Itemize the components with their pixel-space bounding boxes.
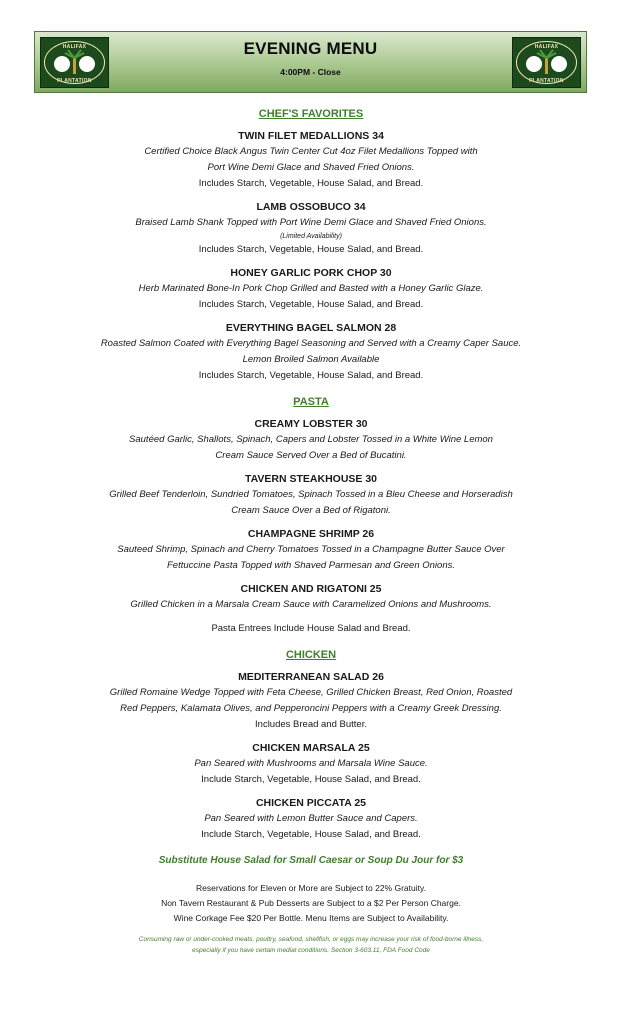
logo-text-top: HALIFAX <box>534 44 559 50</box>
item-includes: Includes Starch, Vegetable, House Salad, and Bread. <box>198 244 424 255</box>
policy-line: Reservations for Eleven or More are Subject to 22% Gratuity. <box>196 883 426 893</box>
item-title: CHAMPAGNE SHRIMP 26 <box>247 528 375 540</box>
menu-item-lamb-ossobuco <box>0 199 622 258</box>
logo-text-bottom: PLANTATION <box>529 78 564 84</box>
menu-title: EVENING MENU <box>243 39 378 58</box>
menu-content <box>0 106 622 956</box>
item-title: HONEY GARLIC PORK CHOP 30 <box>230 267 392 279</box>
item-title: TWIN FILET MEDALLIONS 34 <box>238 130 384 142</box>
menu-item-mediterranean-salad <box>0 669 622 733</box>
item-title: CHICKEN PICCATA 25 <box>255 797 367 809</box>
item-description: Grilled Romaine Wedge Topped with Feta Cheese, Grilled Chicken Breast, Red Onion, Roasted <box>109 687 513 698</box>
item-description: Pan Seared with Lemon Butter Sauce and Capers. <box>204 813 418 824</box>
menu-item-twin-filet <box>0 128 622 192</box>
pasta-includes-note: Pasta Entrees Include House Salad and Bread. <box>211 623 411 634</box>
item-description: Cream Sauce Served Over a Bed of Bucatini. <box>215 450 407 461</box>
item-description: Roasted Salmon Coated with Everything Bagel Seasoning and Served with a Creamy Caper Sauce. <box>100 338 522 349</box>
item-description: Pan Seared with Mushrooms and Marsala Wine Sauce. <box>194 758 428 769</box>
menu-item-pork-chop <box>0 265 622 313</box>
menu-header <box>34 31 587 93</box>
item-title: MEDITERRANEAN SALAD 26 <box>238 671 384 683</box>
item-title: CHICKEN MARSALA 25 <box>252 742 370 754</box>
policy-line: Wine Corkage Fee $20 Per Bottle. Menu Items are Subject to Availability. <box>173 913 449 923</box>
item-description: Sautéed Garlic, Shallots, Spinach, Capers and Lobster Tossed in a White Wine Lemon <box>129 434 493 445</box>
menu-item-tavern-steakhouse <box>0 471 622 519</box>
food-safety-disclaimer <box>0 934 622 956</box>
menu-item-champagne-shrimp <box>0 526 622 574</box>
item-title: TAVERN STEAKHOUSE 30 <box>244 473 378 485</box>
item-includes: Includes Starch, Vegetable, House Salad, and Bread. <box>198 299 424 310</box>
item-description: Sauteed Shrimp, Spinach and Cherry Tomatoes Tossed in a Champagne Butter Sauce Over <box>117 544 505 555</box>
item-description: Grilled Chicken in a Marsala Cream Sauce with Caramelized Onions and Mushrooms. <box>130 599 492 610</box>
item-title: CREAMY LOBSTER 30 <box>254 418 368 430</box>
item-includes: Includes Bread and Butter. <box>255 719 367 730</box>
section-heading-chefs-favorites: CHEF'S FAVORITES <box>258 108 364 120</box>
item-title: CHICKEN AND RIGATONI 25 <box>240 583 382 595</box>
menu-item-chicken-piccata <box>0 795 622 843</box>
halifax-plantation-logo-right <box>512 37 581 88</box>
item-description: Certified Choice Black Angus Twin Center Cut 4oz Filet Medallions Topped with <box>144 146 478 157</box>
item-description: Fettuccine Pasta Topped with Shaved Parmesan and Green Onions. <box>167 560 455 571</box>
item-description: Grilled Beef Tenderloin, Sundried Tomatoes, Spinach Tossed in a Bleu Cheese and Horseradish <box>109 489 513 500</box>
policy-line: Non Tavern Restaurant & Pub Desserts are Subject to a $2 Per Person Charge. <box>161 898 461 908</box>
disclaimer-line: especially if you have certain medial conditions. Section 3-603.11, FDA Food Code <box>192 947 430 954</box>
item-includes: Include Starch, Vegetable, House Salad, and Bread. <box>201 829 421 840</box>
item-availability-note: (Limited Availability) <box>280 233 342 240</box>
item-description: Cream Sauce Over a Bed of Rigatoni. <box>231 505 391 516</box>
item-description: Red Peppers, Kalamata Olives, and Pepperoncini Peppers with a Creamy Greek Dressing. <box>120 703 502 714</box>
item-description: Herb Marinated Bone-In Pork Chop Grilled and Basted with a Honey Garlic Glaze. <box>138 283 484 294</box>
disclaimer-line: Consuming raw or under-cooked meats, poultry, seafood, shellfish, or eggs may increase your risk of food-borne illness, <box>138 936 484 943</box>
item-title: EVERYTHING BAGEL SALMON 28 <box>225 322 397 334</box>
item-description: Port Wine Demi Glace and Shaved Fried Onions. <box>207 162 415 173</box>
section-heading-pasta: PASTA <box>293 396 329 408</box>
item-includes: Include Starch, Vegetable, House Salad, and Bread. <box>201 774 421 785</box>
logo-text-bottom: PLANTATION <box>57 78 92 84</box>
substitute-salad-offer: Substitute House Salad for Small Caesar or Soup Du Jour for $3 <box>158 855 464 866</box>
item-description: Braised Lamb Shank Topped with Port Wine Demi Glace and Shaved Fried Onions. <box>135 217 487 228</box>
menu-item-chicken-rigatoni <box>0 581 622 613</box>
item-description: Lemon Broiled Salmon Available <box>242 354 380 365</box>
item-includes: Includes Starch, Vegetable, House Salad, and Bread. <box>198 370 424 381</box>
menu-item-chicken-marsala <box>0 740 622 788</box>
item-title: LAMB OSSOBUCO 34 <box>256 201 366 213</box>
menu-item-creamy-lobster <box>0 416 622 464</box>
logo-text-top: HALIFAX <box>62 44 87 50</box>
item-includes: Includes Starch, Vegetable, House Salad, and Bread. <box>198 178 424 189</box>
menu-hours: 4:00PM - Close <box>280 67 341 77</box>
section-heading-chicken: CHICKEN <box>285 649 337 661</box>
menu-item-bagel-salmon <box>0 320 622 384</box>
